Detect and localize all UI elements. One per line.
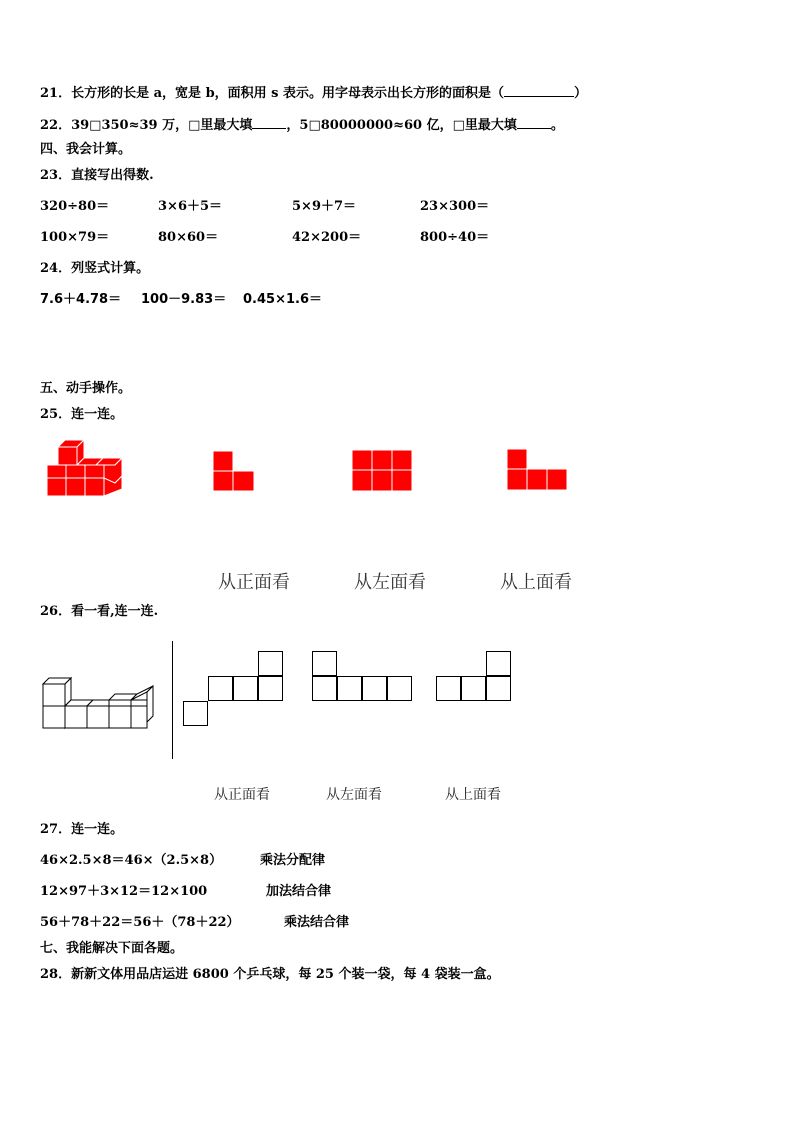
vertical-calc-item: 0.45×1.6＝ [243,292,322,307]
vertical-divider [172,641,173,759]
cube-figure-outline [42,676,154,730]
view-label-top: 从上面看 [445,787,501,803]
grid-cell [387,676,412,701]
red-cube-stack-figure [46,438,126,498]
calc-item: 800÷40＝ [420,230,490,245]
grid-cell [233,676,258,701]
vertical-calc-item: 7.6＋4.78＝ [40,292,122,307]
view-label-left: 从左面看 [354,572,426,593]
expression-item: 56＋78＋22＝56＋（78＋22） [40,915,240,930]
calc-item: 320÷80＝ [40,199,110,214]
grid-cell [312,651,337,676]
calc-item: 3×6＋5＝ [158,199,223,214]
grid-cell [362,676,387,701]
view-label-front: 从正面看 [218,572,290,593]
question-21-text: 21．长方形的长是 a，宽是 b，面积用 s 表示。用字母表示出长方形的面积是（ [40,86,505,101]
outline-view-option-3 [436,651,512,702]
question-23-title: 23．直接写出得数. [40,168,154,183]
question-22-part1: 22．39□350≈39 万，□里最大填 [40,118,253,133]
grid-cell [183,701,208,726]
law-item: 加法结合律 [266,884,332,899]
answer-blank-21[interactable] [504,84,574,97]
calc-item: 23×300＝ [420,199,490,214]
law-item: 乘法结合律 [284,915,350,930]
expression-item: 46×2.5×8＝46×（2.5×8） [40,853,223,868]
question-28: 28．新新文体用品店运进 6800 个乒乓球，每 25 个装一袋，每 4 袋装一盒。 [40,967,500,982]
calc-item: 100×79＝ [40,230,110,245]
outline-view-option-2 [312,651,413,702]
grid-cell [486,651,511,676]
view-label-top: 从上面看 [500,572,572,593]
law-item: 乘法分配律 [260,853,326,868]
grid-cell [258,651,283,676]
grid-cell [312,676,337,701]
grid-cell [337,676,362,701]
red-view-option-2 [352,450,412,491]
view-label-left: 从左面看 [326,787,382,803]
question-25-title: 25．连一连。 [40,407,124,422]
question-22 [40,116,564,134]
question-27-title: 27．连一连。 [40,822,124,837]
grid-cell [486,676,511,701]
grid-cell [436,676,461,701]
question-21 [40,84,587,102]
view-label-front: 从正面看 [214,787,270,803]
section-4-heading: 四、我会计算。 [40,142,132,157]
question-26-title: 26．看一看,连一连. [40,604,159,619]
answer-blank-22a[interactable] [252,116,286,129]
question-21-close: ） [574,86,588,101]
vertical-calc-item: 100－9.83＝ [141,292,227,307]
calc-item: 80×60＝ [158,230,219,245]
question-22-part3: 。 [550,118,564,133]
calc-item: 42×200＝ [292,230,362,245]
grid-cell [208,676,233,701]
outline-view-option-1 [183,651,283,727]
question-22-part2: ，5□80000000≈60 亿，□里最大填 [286,118,517,133]
grid-cell [258,676,283,701]
red-view-option-1 [213,451,255,491]
grid-cell [461,676,486,701]
section-7-heading: 七、我能解决下面各题。 [40,941,184,956]
expression-item: 12×97＋3×12＝12×100 [40,884,208,899]
answer-blank-22b[interactable] [517,116,551,129]
calc-item: 5×9＋7＝ [292,199,357,214]
section-5-heading: 五、动手操作。 [40,381,132,396]
red-view-option-3 [507,449,567,490]
question-24-title: 24．列竖式计算。 [40,261,150,276]
